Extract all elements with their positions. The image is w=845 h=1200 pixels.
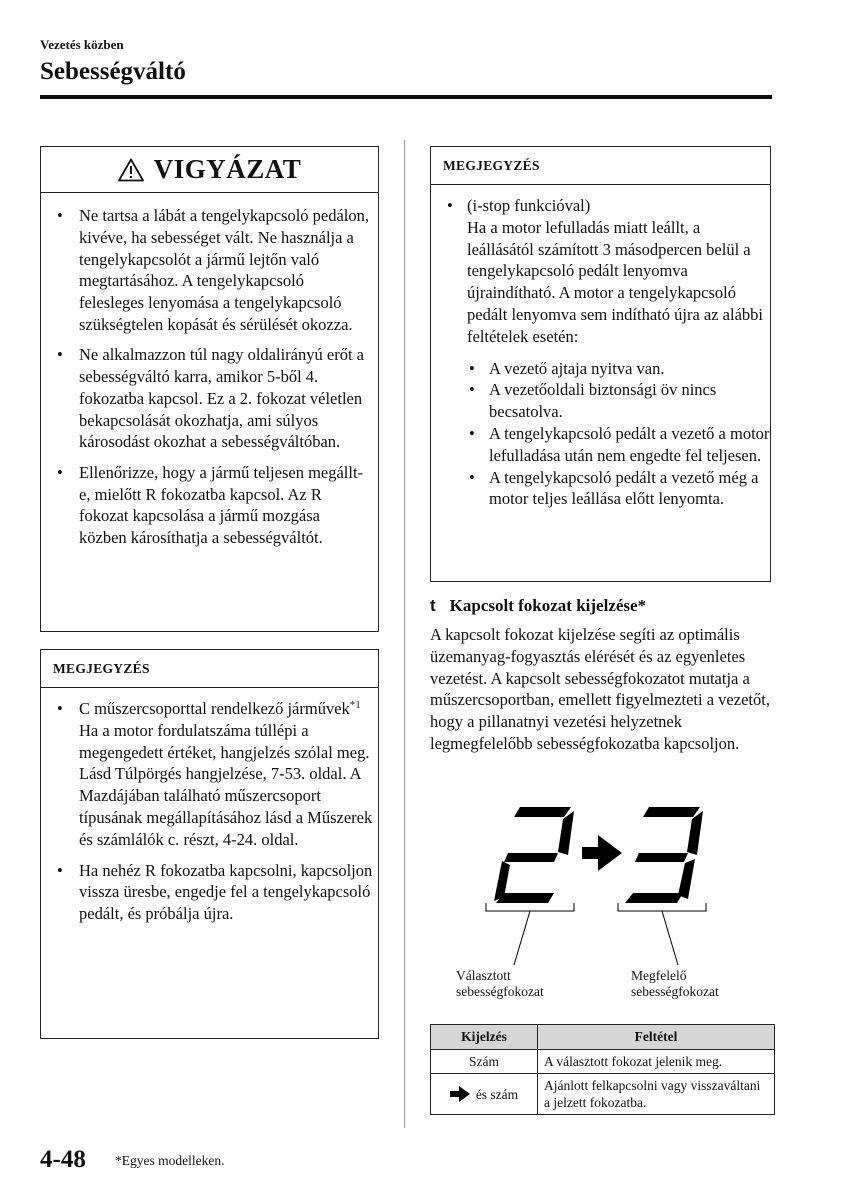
table-cell bbox=[431, 1074, 538, 1115]
list-item: • Ha nehéz R fokozatba kapcsolni, kapcsoljon vissza üresbe, engedje fel a tengelykapcsoló pedált, és próbálja újra. bbox=[41, 860, 378, 925]
note-list bbox=[431, 185, 770, 510]
list-item: • Ellenőrizze, hogy a jármű teljesen megállt-e, mielőtt R fokozatba kapcsol. Az R fokozat kapcsolása a jármű mozgása közben károsíthatja a sebességváltót. bbox=[41, 462, 378, 549]
right-arrow-icon bbox=[582, 835, 622, 871]
column-divider bbox=[404, 140, 405, 1128]
table-header: Feltétel bbox=[538, 1025, 775, 1050]
section-label: Vezetés közben bbox=[40, 37, 124, 52]
page-number: 4-48 bbox=[40, 1146, 86, 1173]
conditions-list bbox=[467, 358, 770, 511]
note-title: MEGJEGYZÉS bbox=[41, 650, 378, 688]
note-item-intro: C műszercsoporttal rendelkező járművek bbox=[79, 699, 350, 718]
list-item: • Ne alkalmazzon túl nagy oldalirányú erőt a sebességváltó karra, amikor 5-ből 4. fokozatba kapcsol. Ez a 2. fokozat véletlen bekapcsolását okozhatja, ami súlyos károsodást okozhat a sebességváltóban. bbox=[41, 344, 378, 453]
warning-header bbox=[41, 147, 378, 193]
note-item-body: Ha a motor lefulladás miatt leállt, a leállásától számított 3 másodpercen belül a tengelykapcsoló pedált lenyomva újraindítható. A motor a tengelykapcsoló pedált lenyomva sem indítható újra az alábbi feltételek esetén: bbox=[467, 217, 763, 346]
caption-selected-gear: Választott sebességfokozat bbox=[456, 968, 544, 999]
caption-recommended-gear: Megfelelő sebességfokozat bbox=[631, 968, 719, 999]
footnote-ref: *1 bbox=[349, 699, 361, 711]
callout-brackets bbox=[486, 903, 706, 965]
title-rule bbox=[40, 95, 772, 99]
warning-triangle-icon bbox=[118, 158, 144, 182]
table-header-row bbox=[431, 1025, 775, 1050]
subsection-title: Kapcsolt fokozat kijelzése* bbox=[449, 596, 647, 615]
list-item bbox=[431, 195, 770, 510]
section-marker: t bbox=[430, 596, 436, 615]
digit-2-display bbox=[494, 807, 574, 903]
note-list bbox=[41, 688, 378, 925]
note-box-left bbox=[40, 649, 379, 1039]
condition-item: • A vezető ajtaja nyitva van. bbox=[467, 358, 770, 380]
right-arrow-icon bbox=[450, 1086, 470, 1102]
table-cell-text: és szám bbox=[475, 1086, 519, 1102]
list-item bbox=[41, 698, 378, 851]
page-title: Sebességváltó bbox=[40, 58, 186, 85]
note-item-body: Ha a motor fordulatszáma túllépi a megengedett értéket, hangjelzés szólal meg. Lásd Túlpörgés hangjelzése, 7-53. oldal. A Mazdájában található műszercsoport típusának megállapításához lásd a Műszerek és számlálók c. részt, 4-24. oldal. bbox=[79, 720, 373, 849]
condition-item: • A tengelykapcsoló pedált a vezető a motor lefulladása után nem engedte fel teljesen. bbox=[467, 423, 770, 467]
footnote: *Egyes modelleken. bbox=[115, 1153, 225, 1168]
gear-indicator-diagram bbox=[430, 795, 775, 1005]
warning-list bbox=[41, 193, 378, 549]
condition-item: • A vezetőoldali biztonsági öv nincs becsatolva. bbox=[467, 379, 770, 423]
digit-3-display bbox=[625, 807, 703, 903]
table-cell: A választott fokozat jelenik meg. bbox=[538, 1050, 775, 1074]
gear-indicator-table bbox=[430, 1024, 775, 1115]
warning-title: VIGYÁZAT bbox=[153, 154, 302, 184]
table-row bbox=[431, 1050, 775, 1074]
table-header: Kijelzés bbox=[431, 1025, 538, 1050]
note-box-right bbox=[430, 146, 771, 582]
table-cell: Szám bbox=[431, 1050, 538, 1074]
warning-box bbox=[40, 146, 379, 632]
gear-indicator-paragraph: A kapcsolt fokozat kijelzése segíti az optimális üzemanyag-fogyasztás elérését és az egyenletes vezetést. A kapcsolt sebességfokozatot mutatja a műszercsoportban, emellett figyelmezteti a vezetőt, hogy a pillanatnyi vezetési helyzetnek legmegfelelőbb sebességfokozatba kapcsoljon. bbox=[430, 625, 770, 753]
table-cell: Ajánlott felkapcsolni vagy visszaváltani a jelzett fokozatba. bbox=[538, 1074, 775, 1115]
condition-item: • A tengelykapcsoló pedált a vezető még a motor teljes leállása előtt lenyomta. bbox=[467, 467, 770, 511]
table-row bbox=[431, 1074, 775, 1115]
list-item: • Ne tartsa a lábát a tengelykapcsoló pedálon, kivéve, ha sebességet vált. Ne használja a tengelykapcsolót a jármű lejtőn való megtartásához. A tengelykapcsoló felesleges lenyomása a tengelykapcsoló szükségtelen kopását és sérülését okozza. bbox=[41, 205, 378, 336]
note-title: MEGJEGYZÉS bbox=[431, 147, 770, 185]
subsection-heading bbox=[430, 596, 646, 616]
note-item-intro: • (i-stop funkcióval) bbox=[467, 196, 591, 215]
